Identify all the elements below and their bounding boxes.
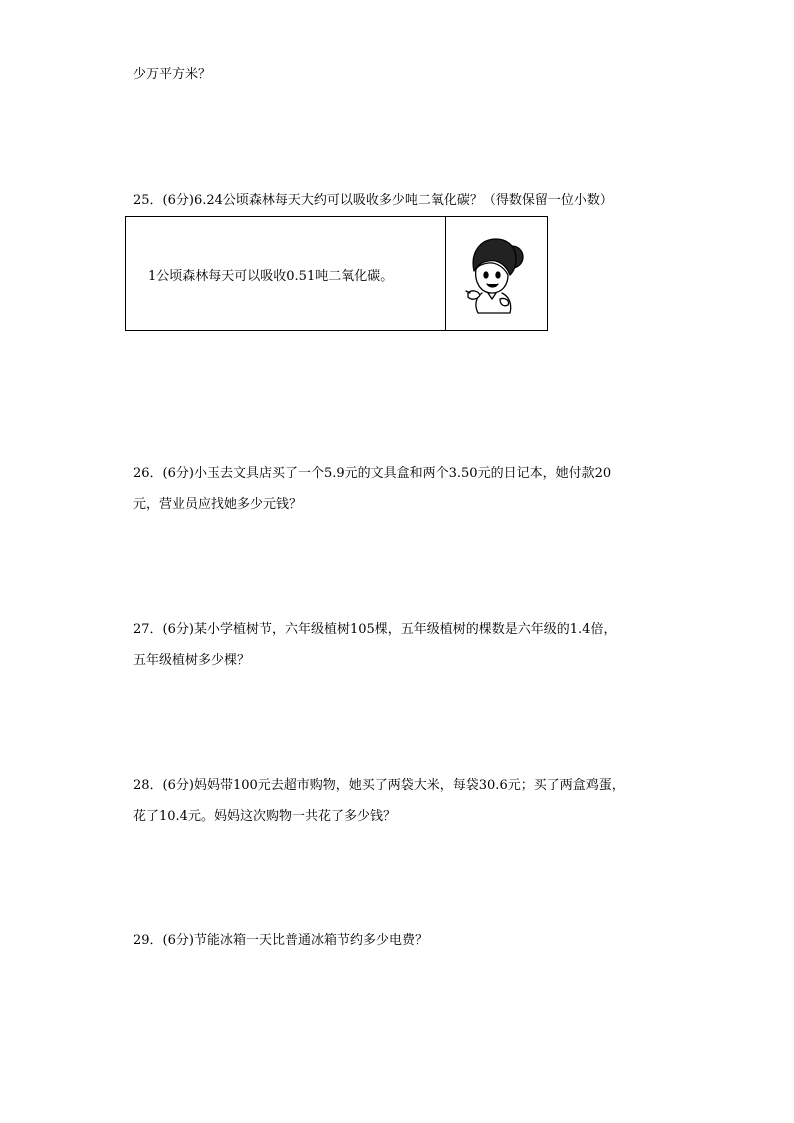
question-27-text-line2: 五年级植树多少棵？ [133,653,251,668]
question-25-info-text: 1公顷森林每天可以吸收0.51吨二氧化碳。 [148,269,394,284]
question-26-text-line2: 元，营业员应找她多少元钱？ [133,497,303,512]
question-25-text: 25．(6分)6.24公顷森林每天大约可以吸收多少吨二氧化碳？（得数保留一位小数） [133,193,613,208]
question-25-info-table [125,216,548,331]
question-29-text: 29．(6分)节能冰箱一天比普通冰箱节约多少电费？ [133,933,428,948]
table-divider [445,217,446,330]
question-24-continuation: 少万平方米？ [133,67,212,82]
girl-cartoon-icon [460,231,534,317]
question-26-text-line1: 26．(6分)小玉去文具店买了一个5.9元的文具盒和两个3.50元的日记本，她付款20 [133,466,612,481]
question-28-text-line2: 花了10.4元。妈妈这次购物一共花了多少钱？ [133,809,396,824]
question-28-text-line1: 28．(6分)妈妈带100元去超市购物，她买了两袋大米，每袋30.6元；买了两盒鸡蛋， [133,778,625,793]
question-27-text-line1: 27．(6分)某小学植树节，六年级植树105棵，五年级植树的棵数是六年级的1.4倍， [133,622,617,637]
